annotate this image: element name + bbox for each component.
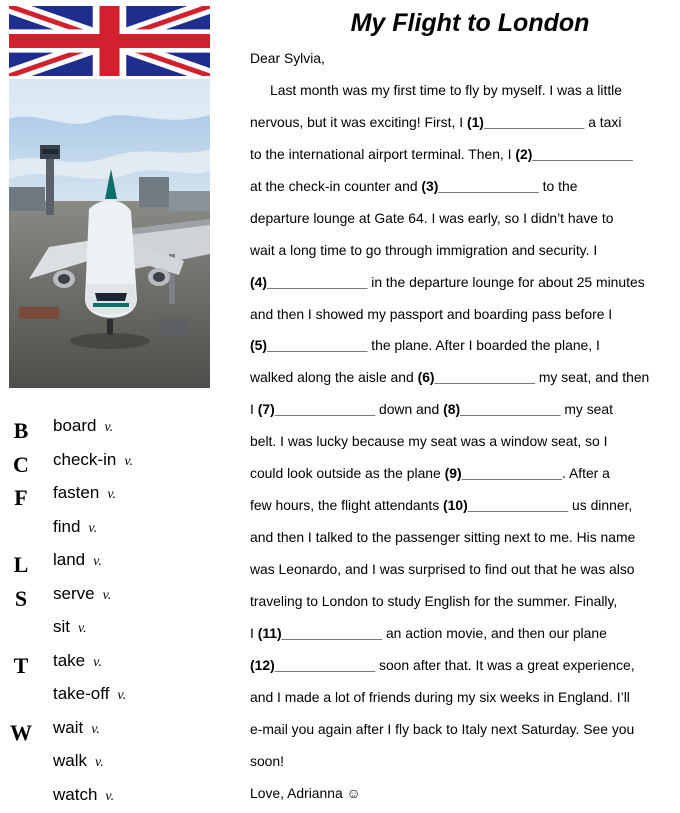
index-letter: T [13,652,29,678]
letter-line: belt. I was lucky because my seat was a window seat, so I [250,433,608,450]
vocab-item [0,712,230,746]
vocab-item [0,544,230,578]
vocab-word: board v. [53,416,114,435]
vocab-word: walk v. [53,751,104,770]
blank-10: (10)_____________ [443,497,569,514]
index-letter: L [13,552,29,577]
union-jack-flag-image [9,6,210,76]
letter-closing: Love, Adrianna ☺ [250,784,361,801]
letter-line: Last month was my first time to fly by myself. I was a little [270,81,622,98]
vocab-item [0,645,230,679]
vocab-word: take-off v. [53,684,127,703]
letter-line: departure lounge at Gate 64. I was early, so I didn’t have to [250,209,614,226]
letter-line: soon! [250,752,284,769]
letter-greeting: Dear Sylvia, [250,50,325,66]
letter-line: and then I talked to the passenger sitting next to me. His name [250,529,636,546]
vocab-word: take v. [53,650,102,670]
blank-11: (11)_____________ [257,624,383,641]
vocab-word: check-in v. [53,449,133,469]
letter-line: was Leonardo, and I was surprised to find out that he was also [250,561,635,577]
letter-line: traveling to London to study English for the summer. Finally, [250,592,618,609]
vocab-word: sit v. [53,617,87,636]
vocab-word: fasten v. [53,483,116,502]
vocab-item [0,410,230,444]
letter-line: nervous, but it was exciting! First, I (1)_____________ a taxi [250,113,622,130]
letter-line: to the international airport terminal. Then, I (2)_____________ [250,145,633,162]
index-letter: C [13,451,29,477]
letter-line: and then I showed my passport and boarding pass before I [250,305,613,322]
index-letter: F [14,485,28,510]
vocab-item [0,511,230,545]
blank-7: (7)_____________ [257,401,376,418]
page-title: My Flight to London [350,9,590,37]
airplane-photo [9,79,210,388]
letter-line: and I made a lot of friends during my six weeks in England. I’ll [250,688,630,705]
letter-line: few hours, the flight attendants (10)_____________ us dinner, [250,497,633,514]
blank-8: (8)_____________ [443,401,561,418]
letter-line: I (7)_____________ down and (8)_____________ my seat [250,401,613,418]
vocabulary-list [0,410,230,812]
letter-line: could look outside as the plane (9)_____________. After a [250,465,610,482]
letter-line: (4)_____________ in the departure lounge for about 25 minutes [250,273,645,290]
index-letter: B [13,418,29,443]
letter-line: (12)_____________ soon after that. It was a great experience, [250,656,635,673]
letter-body [250,45,680,812]
vocab-item [0,745,230,779]
vocab-word: wait v. [53,717,100,737]
vocab-item [0,678,230,712]
letter-line: at the check-in counter and (3)_____________ to the [250,177,578,194]
vocab-item [0,779,230,813]
vocab-item [0,444,230,478]
blank-6: (6)_____________ [417,369,535,386]
letter-line: e-mail you again after I fly back to Italy next Saturday. See you [250,720,635,737]
blank-2: (2)_____________ [515,145,633,162]
letter-line: (5)_____________ the plane. After I boarded the plane, I [250,337,600,354]
vocab-word: land v. [53,550,102,569]
vocab-word: watch v. [53,784,115,804]
letter-line: walked along the aisle and (6)_____________ my seat, and then [250,369,650,386]
blank-3: (3)_____________ [421,177,539,194]
blank-4: (4)_____________ [250,273,368,290]
vocab-item [0,477,230,511]
blank-9: (9)_____________ [444,465,563,482]
letter-line: I (11)_____________ an action movie, and then our plane [250,624,607,641]
blank-12: (12)_____________ [250,656,376,673]
blank-1: (1)_____________ [466,113,585,130]
vocab-word: find v. [53,516,98,536]
letter-line: wait a long time to go through immigration and security. I [250,241,598,258]
index-letter: W [10,719,32,745]
blank-5: (5)_____________ [250,337,368,354]
index-letter: S [14,585,28,611]
vocab-item [0,578,230,612]
vocab-word: serve v. [53,583,112,603]
vocab-item [0,611,230,645]
